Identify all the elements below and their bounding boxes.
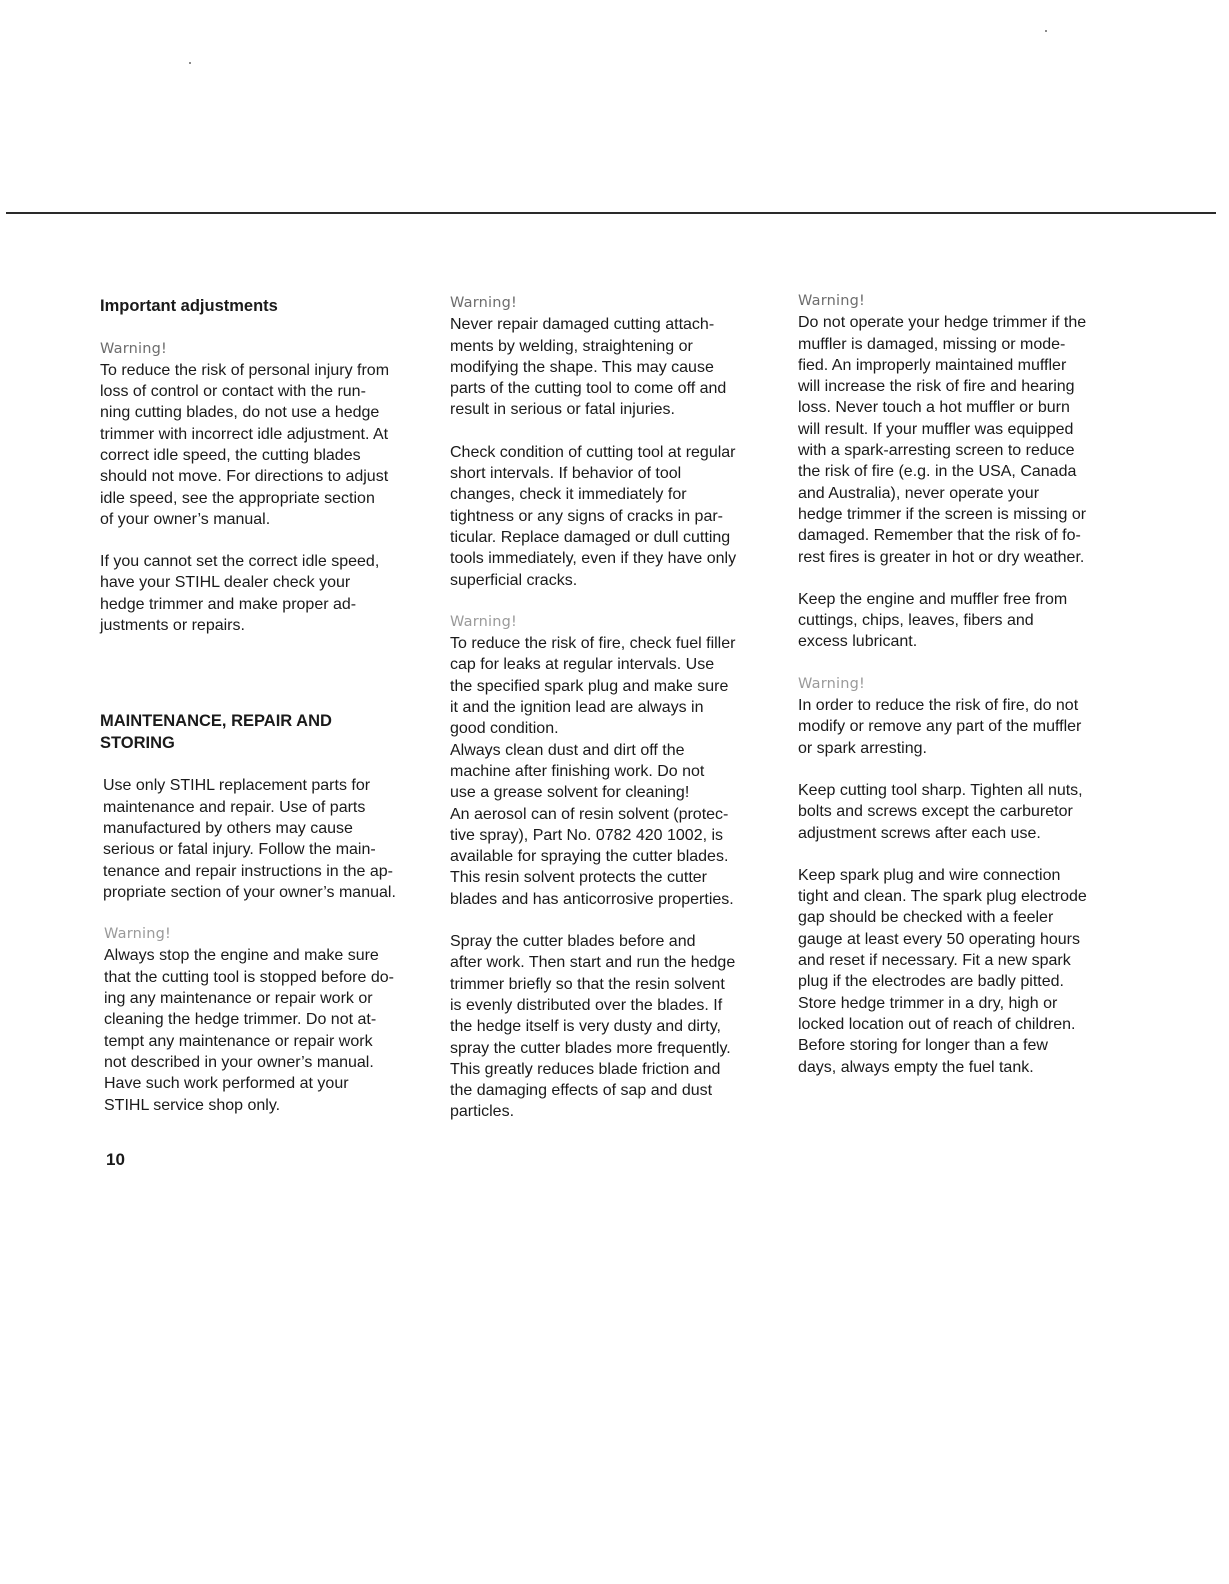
paragraph-muffler-damaged: Do not operate your hedge trimmer if the muffler is damaged, missing or mode- fied. An improperly maintained muffler will increase the risk of fire and hearing loss. Never touch a hot muffler or burn will result. If your muffler was equipped with a spark-arresting screen to reduce the risk of fire (e.g. in the USA, Canada and Australia), never operate your hedge trimmer if the screen is missing or damaged. Remember that the risk of fo- rest fires is greater in hot or dry weather.: [798, 314, 1087, 566]
header-rule: [6, 212, 1216, 214]
column-right: [798, 291, 1128, 1078]
page-number: 10: [106, 1150, 125, 1169]
paragraph-fire-risk-fuel: To reduce the risk of fire, check fuel filler cap for leaks at regular intervals. Use the specified spark plug and make sure it and the ignition lead are always in good condition. Always clean dust and dirt off the machine after finishing work. Do not use a grease solvent for cleaning! An aerosol can of resin solvent (protec- tive spray), Part No. 0782 420 1002, is available for spraying the cutter blades. This resin solvent protects the cutter blades and has anticorrosive properties.: [450, 635, 736, 908]
warning-label: Warning!: [450, 613, 518, 630]
scan-speck: [1045, 30, 1047, 32]
warning-label: Warning!: [798, 293, 866, 309]
paragraph-spray-blades: Spray the cutter blades before and after work. Then start and run the hedge trimmer briefly so that the resin solvent is evenly distributed over the blades. If the hedge itself is very dusty and dirty, spray the cutter blades more frequently. This greatly reduces blade friction and the damaging effects of sap and dust particles.: [450, 933, 736, 1121]
warning-label: Warning!: [450, 295, 518, 311]
warning-label: Warning!: [100, 340, 168, 357]
warning-label: Warning!: [798, 675, 866, 692]
paragraph-spark-plug: Keep spark plug and wire connection tight and clean. The spark plug electrode gap should be checked with a feeler gauge at least every 50 operating hours and reset if necessary. Fit a new spark plug if the electrodes are badly pitted. Store hedge trimmer in a dry, high or locked location out of reach of children. Before storing for longer than a few days, always empty the fuel tank.: [798, 866, 1087, 1076]
column-middle: [450, 293, 780, 1123]
paragraph-keep-engine-free: Keep the engine and muffler free from cuttings, chips, leaves, fibers and excess lubricant.: [798, 590, 1068, 651]
paragraph-dealer-check: If you cannot set the correct idle speed, have your STIHL dealer check your hedge trimmer and make proper ad- justments or repairs.: [100, 553, 380, 635]
paragraph-check-condition: Check condition of cutting tool at regular short intervals. If behavior of tool changes, check it immediately for tightness or any signs of cracks in par- ticular. Replace damaged or dull cutting tools immediately, even if they have only superficial cracks.: [450, 443, 737, 589]
section-heading-maintenance: MAINTENANCE, REPAIR AND STORING: [100, 712, 332, 752]
paragraph-never-repair: Never repair damaged cutting attach- ments by welding, straightening or modifying the shape. This may cause parts of the cutting tool to come off and result in serious or fatal injuries.: [450, 316, 727, 419]
paragraph-replacement-parts: Use only STIHL replacement parts for maintenance and repair. Use of parts manufactured by others may cause serious or fatal injury. Follow the main- tenance and repair instructions in the ap- propriate section of your owner’s manual.: [103, 777, 396, 901]
warning-label: Warning!: [104, 926, 172, 943]
scan-speck: [189, 62, 191, 64]
paragraph-idle-adjustment: To reduce the risk of personal injury from loss of control or contact with the run- ning cutting blades, do not use a hedge trimmer with incorrect idle adjustment. At correct idle speed, the cutting blades should not move. For directions to adjust idle speed, see the appropriate section of your owner’s manual.: [100, 361, 390, 528]
paragraph-keep-tool-sharp: Keep cutting tool sharp. Tighten all nuts, bolts and screws except the carburetor adjustment screws after each use.: [798, 781, 1083, 842]
section-heading-important-adjustments: Important adjustments: [100, 297, 278, 315]
paragraph-stop-engine: Always stop the engine and make sure that the cutting tool is stopped before do- ing any maintenance or repair work or cleaning the hedge trimmer. Do not at- tempt any maintenance or repair work not described in your owner’s manual. Have such work performed at your STIHL service shop only.: [104, 947, 394, 1114]
column-left: [100, 296, 435, 1116]
paragraph-modify-muffler: In order to reduce the risk of fire, do not modify or remove any part of the muffler or spark arresting.: [798, 697, 1082, 757]
